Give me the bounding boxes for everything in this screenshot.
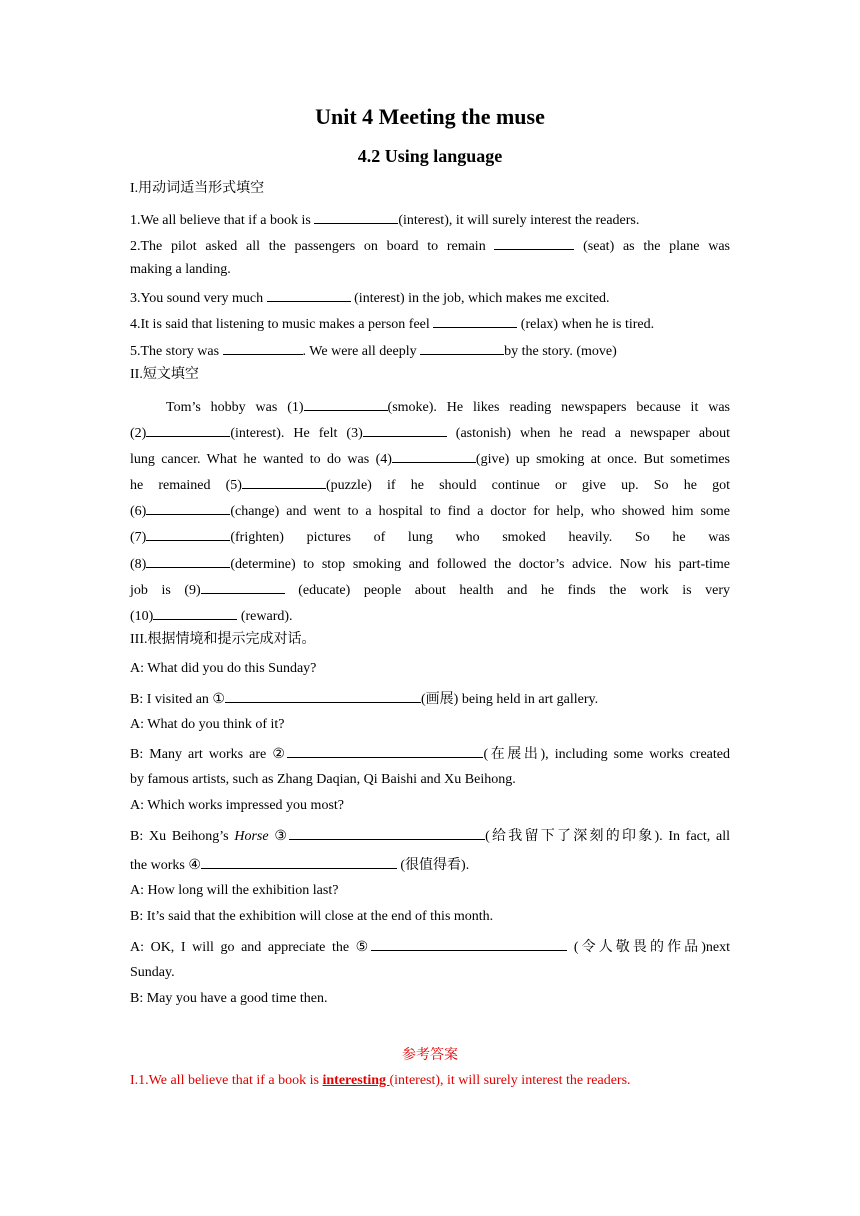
dialogue-line-7: B: Xu Beihong’s Horse ③ (给我留下了深刻的印象). In fact, all xyxy=(130,825,730,846)
dialogue-line-9: A: How long will the exhibition last? xyxy=(130,883,339,898)
question-3: 3.You sound very much (interest) in the job, which makes me excited. xyxy=(130,287,730,308)
blank-2 xyxy=(494,235,574,250)
blank-d4 xyxy=(201,854,397,869)
passage-line-2: (2) (interest). He felt (3) (astonish) when he read a newspaper about xyxy=(130,422,730,443)
dialogue-line-6: A: Which works impressed you most? xyxy=(130,798,344,813)
dialogue-line-3: A: What do you think of it? xyxy=(130,717,285,732)
blank-p7 xyxy=(146,526,230,541)
passage-line-7: (8) (determine) to stop smoking and followed the doctor’s advice. Now his part-time xyxy=(130,553,730,574)
dialogue-line-10: B: It’s said that the exhibition will close at the end of this month. xyxy=(130,909,494,924)
blank-p5 xyxy=(242,474,326,489)
blank-3 xyxy=(267,287,351,302)
dialogue-line-5: by famous artists, such as Zhang Daqian, Qi Baishi and Xu Beihong. xyxy=(130,772,516,787)
question-4: 4.It is said that listening to music makes a person feel (relax) when he is tired. xyxy=(130,313,730,334)
answer-line-1: I.1.We all believe that if a book is interesting (interest), it will surely interest the readers. xyxy=(130,1073,631,1088)
blank-p10 xyxy=(153,605,237,620)
blank-1 xyxy=(314,209,398,224)
passage-line-3: lung cancer. What he wanted to do was (4) (give) up smoking at once. But sometimes xyxy=(130,448,730,469)
blank-p4 xyxy=(392,448,476,463)
blank-p2 xyxy=(146,422,230,437)
passage-line-6: (7) (frighten) pictures of lung who smoked heavily. So he was xyxy=(130,526,730,547)
passage-line-9: (10) (reward). xyxy=(130,605,730,626)
answer-word: interesting xyxy=(322,1073,390,1088)
blank-p6 xyxy=(146,500,230,515)
dialogue-line-8: the works ④ (很值得看). xyxy=(130,854,730,875)
blank-5b xyxy=(420,340,504,355)
blank-5a xyxy=(223,340,303,355)
passage-line-4: he remained (5) (puzzle) if he should continue or give up. So he got xyxy=(130,474,730,495)
blank-p8 xyxy=(146,553,230,568)
dialogue-line-2: B: I visited an ① (画展) being held in art gallery. xyxy=(130,688,730,709)
blank-p9 xyxy=(201,579,285,594)
passage-line-8: job is (9) (educate) people about health and he finds the work is very xyxy=(130,579,730,600)
passage-line-5: (6) (change) and went to a hospital to find a doctor for help, who showed him some xyxy=(130,500,730,521)
passage-line-1: Tom’s hobby was (1) (smoke). He likes reading newspapers because it was xyxy=(130,396,730,417)
blank-d3 xyxy=(289,825,485,840)
blank-d2 xyxy=(287,743,483,758)
page-subtitle: 4.2 Using language xyxy=(357,146,503,166)
blank-p3 xyxy=(363,422,447,437)
section3-heading: III.根据情境和提示完成对话。 xyxy=(130,632,316,647)
blank-4 xyxy=(433,313,517,328)
dialogue-line-13: B: May you have a good time then. xyxy=(130,991,328,1006)
blank-p1 xyxy=(304,396,388,411)
page-title: Unit 4 Meeting the muse xyxy=(315,104,545,129)
blank-d5 xyxy=(371,936,567,951)
dialogue-line-12: Sunday. xyxy=(130,965,175,980)
section1-heading: I.用动词适当形式填空 xyxy=(130,181,265,196)
blank-d1 xyxy=(225,688,421,703)
dialogue-line-11: A: OK, I will go and appreciate the ⑤ (令人敬畏的作品)next xyxy=(130,936,730,957)
question-5: 5.The story was . We were all deeply by the story. (move) xyxy=(130,340,730,361)
question-2: 2.The pilot asked all the passengers on board to remain (seat) as the plane was xyxy=(130,235,730,256)
dialogue-line-4: B: Many art works are ② (在展出), including some works created xyxy=(130,743,730,764)
question-2-cont: making a landing. xyxy=(130,262,231,277)
answer-heading: 参考答案 xyxy=(402,1048,458,1063)
question-1: 1.We all believe that if a book is (interest), it will surely interest the readers. xyxy=(130,209,730,230)
section2-heading: II.短文填空 xyxy=(130,367,199,382)
dialogue-line-1: A: What did you do this Sunday? xyxy=(130,661,317,676)
